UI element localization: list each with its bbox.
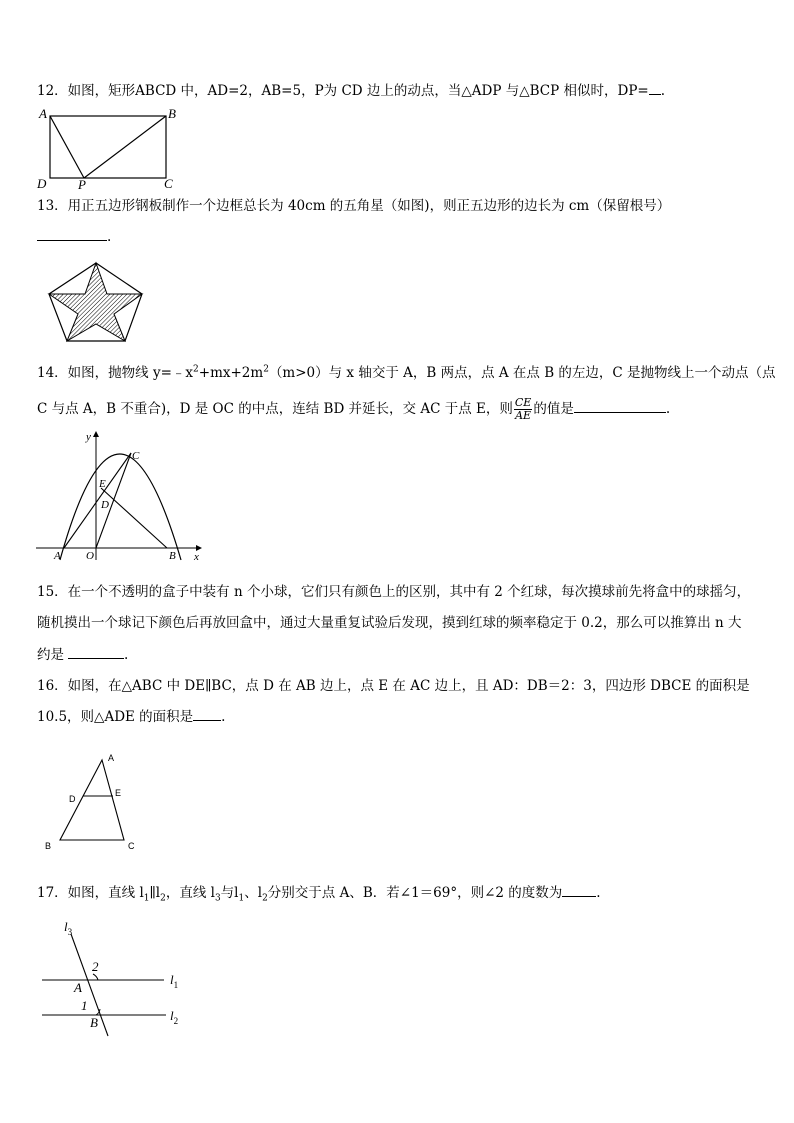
q17-text-f: 分别交于点 A、B．若∠1＝69°，则∠2 的度数为 [267,885,563,901]
label-l2: $l_2$ [170,1008,179,1026]
q17-sub-1: 1 [143,893,150,904]
question-14-line-2 [37,397,670,422]
q16-answer-blank[interactable] [193,706,221,721]
q17-end: . [596,885,601,901]
question-17 [37,882,601,903]
q17-text-d: 与l [220,885,239,901]
angle-1-label: 1 [81,998,88,1013]
angle-2-arc [93,974,98,980]
point-b-label: B [90,1015,98,1030]
q12-end: . [660,83,666,99]
q14-text-c: （m>0）与 x 轴交于 A，B 两点，点 A 在点 B 的左边，C 是抛物线上一个动点（点 [268,365,776,381]
q14-sup-2: 2 [263,364,269,375]
y-axis-arrow [93,431,99,437]
q14-text-d: C 与点 A，B 不重合)，D 是 OC 的中点，连结 BD 并延长，交 AC 于点 E，则 [37,401,513,417]
segment-pb [84,116,166,178]
q17-answer-blank[interactable] [562,882,596,897]
segment-be [101,488,167,548]
angle-2-label: 2 [92,959,99,974]
q17-text-c: ，直线 l [165,885,215,901]
q17-sub-3: 3 [214,893,221,904]
q15-text-3: 约是 [37,647,64,663]
q16-end: . [221,709,226,725]
q13-answer-blank[interactable] [37,226,107,241]
q17-parallel-lines-figure [38,914,188,1038]
q12-rectangle-figure [34,106,184,192]
q13-text: 13．用正五边形钢板制作一个边框总长为 40cm 的五角星（如图)，则正五边形的边长为 cm（保留根号） [37,198,671,214]
q15-text-2: 随机摸出一个球记下颜色后再放回盒中，通过大量重复试验后发现，摸到红球的频率稳定于 0.2，那么可以推算出 n 大 [37,615,742,631]
question-15-line-2 [37,613,742,633]
question-16-line-2 [37,706,225,727]
q15-text-1: 15．在一个不透明的盒子中装有 n 个小球，它们只有颜色上的区别，其中有 2 个红球，每次摸球前先将盒中的球摇匀， [37,584,751,600]
q14-answer-blank[interactable] [574,398,666,413]
label-x: x [194,551,199,563]
q13-end: . [107,229,112,245]
q17-text-a: 17．如图，直线 l [37,885,144,901]
label-d: D [69,794,76,804]
segment-ap [50,116,84,178]
q17-sub-2: 2 [160,893,166,904]
q15-end: . [124,647,129,663]
q16-text-2: 10.5，则△ADE 的面积是 [37,709,194,725]
q16-triangle-figure [42,748,146,854]
label-e: E [115,788,122,798]
question-14-line-1 [37,363,776,383]
fraction-denominator: AE [515,409,532,422]
label-l1: $l_1$ [170,972,179,990]
q12-text: 12．如图，矩形ABCD 中，AD=2，AB=5，P为 CD 边上的动点，当△ADP 与△BCP 相似时，DP= [37,83,649,99]
q15-answer-blank[interactable] [68,644,124,659]
question-13-answer-line [37,226,111,247]
q14-fraction [514,397,532,422]
q14-sup-1: 2 [193,364,199,375]
label-p: P [78,177,86,192]
label-a: A [54,550,61,562]
q17-sub-5: 2 [262,893,268,904]
point-a-label: A [74,980,82,995]
q14-end: . [665,401,671,417]
question-16-line-1 [37,676,750,696]
label-a: A [108,753,115,763]
label-c: C [164,176,173,191]
label-c: C [132,450,140,462]
label-b: B [45,841,52,851]
label-b: B [169,550,176,562]
q14-text-a: 14．如图，抛物线 y=﹣x [37,365,194,381]
segment-ac [64,453,131,548]
q17-text-e: 、l [244,885,263,901]
label-d: D [101,499,109,511]
q17-text-b: ∥l [149,885,161,901]
question-13 [37,196,670,216]
label-c: C [128,841,135,851]
fraction-numerator: CE [514,396,532,409]
label-y: y [86,431,91,443]
q17-sub-4: 1 [238,893,245,904]
q13-pentagon-star-figure [44,258,150,346]
q14-text-b: +mx+2m [198,365,264,381]
label-e: E [99,478,106,490]
label-o: O [86,550,94,562]
question-15-line-1 [37,582,750,602]
q14-parabola-figure [36,428,206,564]
label-d: D [37,176,47,191]
q12-answer-blank[interactable] [649,80,661,95]
q16-text-1: 16．如图，在△ABC 中 DE∥BC，点 D 在 AB 边上，点 E 在 AC 边上，且 AD：DB＝2：3，四边形 DBCE 的面积是 [37,678,750,694]
label-a: A [39,106,47,121]
q14-text-e: 的值是 [533,401,574,417]
question-12 [37,80,665,101]
label-l3: $l_3$ [64,919,73,937]
question-15-line-3 [37,644,128,665]
label-b: B [168,106,176,121]
